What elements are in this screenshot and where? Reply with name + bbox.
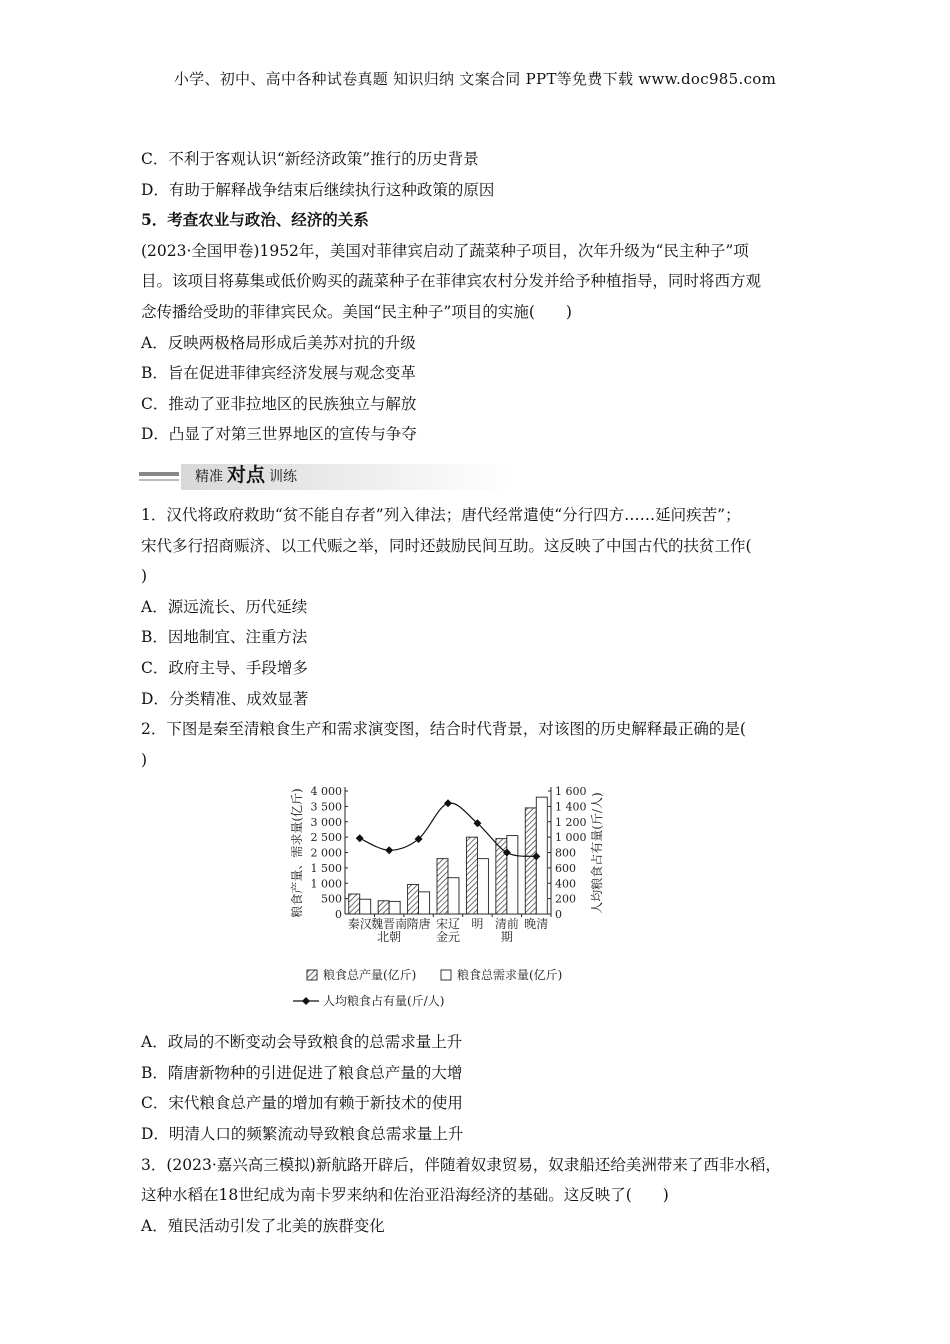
- bar-demand: [360, 900, 371, 915]
- y-tick-label-left: 3 500: [310, 800, 342, 814]
- x-tick-label: 宋辽: [435, 917, 461, 932]
- banner-post: 训练: [269, 468, 298, 485]
- bar-demand: [477, 859, 488, 914]
- q1-option-a: A．源远流长、历代延续: [141, 597, 308, 616]
- option-d-prev: D．有助于解释战争结束后继续执行这种政策的原因: [141, 180, 495, 199]
- page-header: 小学、初中、高中各种试卷真题 知识归纳 文案合同 PPT等免费下载 www.doc985.com: [173, 70, 777, 88]
- section-5-option-d: D．凸显了对第三世界地区的宣传与争夺: [141, 425, 417, 444]
- x-tick-label: 明: [471, 917, 484, 932]
- x-tick-label: 隋唐: [406, 917, 431, 932]
- bar-production: [466, 837, 477, 914]
- bar-demand: [507, 836, 518, 914]
- banner-bar: [139, 472, 179, 476]
- x-tick-label: 晚清: [524, 917, 549, 932]
- y-tick-label-left: 4 000: [310, 785, 342, 799]
- section-5-stem-line: (2023·全国甲卷)1952年，美国对菲律宾启动了蔬菜种子项目，次年升级为“民主种子”项: [141, 241, 749, 260]
- y-tick-label-left: 2 000: [310, 846, 342, 860]
- q1-option-c: C．政府主导、手段增多: [141, 658, 308, 677]
- legend-label-demand: 粮食总需求量(亿斤): [457, 968, 563, 983]
- y-axis-label-right: 人均粮食占有量(斤/人): [590, 792, 604, 914]
- y-tick-label-right: 800: [555, 846, 576, 860]
- q2-stem-line: ): [141, 750, 148, 769]
- legend-swatch-production: [307, 970, 317, 980]
- y-tick-label-right: 1 200: [555, 816, 587, 830]
- section-banner: [139, 452, 519, 496]
- q2-option-c: C．宋代粮食总产量的增加有赖于新技术的使用: [141, 1094, 463, 1113]
- banner-title: [195, 460, 297, 492]
- y-tick-label-right: 1 400: [555, 800, 587, 814]
- y-tick-label-left: 1 500: [310, 862, 342, 876]
- bar-production: [437, 859, 448, 914]
- grain-chart-svg: [283, 781, 613, 1021]
- q1-stem-line: ): [141, 567, 148, 586]
- per-capita-marker: [385, 846, 393, 854]
- section-5-option-c: C．推动了亚非拉地区的民族独立与解放: [141, 394, 417, 413]
- legend-label-production: 粮食总产量(亿斤): [323, 968, 417, 983]
- q2-option-a: A．政局的不断变动会导致粮食的总需求量上升: [141, 1033, 463, 1052]
- y-tick-label-left: 3 000: [310, 816, 342, 830]
- y-tick-label-left: 1 000: [310, 877, 342, 891]
- y-tick-label-left: 0: [335, 908, 342, 922]
- banner-pre: 精准: [195, 468, 223, 485]
- y-tick-label-right: 0: [555, 908, 562, 922]
- bar-production: [408, 885, 419, 915]
- q2-stem-line: 2．下图是秦至清粮食生产和需求演变图，结合时代背景，对该图的历史解释最正确的是(: [141, 720, 746, 739]
- section-5-stem-line: 目。该项目将募集或低价购买的蔬菜种子在菲律宾农村分发并给予种植指导，同时将西方观: [141, 272, 762, 291]
- x-tick-label: 魏晋南: [371, 917, 408, 932]
- bar-demand: [448, 878, 459, 914]
- x-tick-label: 北朝: [377, 930, 402, 945]
- x-tick-label: 清前: [494, 917, 519, 932]
- q1-stem-line: 1．汉代将政府救助“贫不能自存者”列入律法；唐代经常遣使“分行四方……延问疾苦”；: [141, 505, 741, 524]
- q1-option-b: B．因地制宜、注重方法: [141, 628, 308, 647]
- bar-demand: [419, 892, 430, 914]
- q2-option-d: D．明清人口的频繁流动导致粮食总需求量上升: [141, 1125, 464, 1144]
- section-5-title: 5．考查农业与政治、经济的关系: [141, 210, 369, 230]
- per-capita-marker: [356, 835, 364, 843]
- y-tick-label-right: 200: [555, 892, 576, 906]
- q1-stem-line: 宋代多行招商赈济、以工代赈之举，同时还鼓励民间互助。这反映了中国古代的扶贫工作(: [141, 536, 752, 555]
- document-body: [141, 144, 821, 1241]
- y-axis-label-left: 粮食产量、需求量(亿斤): [290, 788, 304, 918]
- x-tick-label: 金元: [435, 930, 461, 945]
- y-tick-label-right: 1 000: [555, 831, 587, 845]
- banner-big: 对点: [227, 463, 266, 486]
- x-tick-label: 秦汉: [347, 917, 372, 932]
- q3-option-a: A．殖民活动引发了北美的族群变化: [141, 1216, 385, 1235]
- bar-production: [349, 894, 360, 914]
- q1-option-d: D．分类精准、成效显著: [141, 689, 309, 708]
- y-tick-label-right: 600: [555, 862, 576, 876]
- legend-swatch-demand: [441, 970, 451, 980]
- bar-production: [496, 839, 507, 914]
- bar-demand: [389, 902, 400, 915]
- y-tick-label-right: 400: [555, 877, 576, 891]
- q2-option-b: B．隋唐新物种的引进促进了粮食总产量的大增: [141, 1063, 463, 1082]
- section-5-option-a: A．反映两极格局形成后美苏对抗的升级: [141, 333, 416, 352]
- option-c-prev: C．不利于客观认识“新经济政策”推行的历史背景: [141, 150, 479, 168]
- y-tick-label-left: 500: [321, 892, 342, 906]
- q3-stem-line: 3．(2023·嘉兴高三模拟)新航路开辟后，伴随着奴隶贸易，奴隶船还给美洲带来了西非水稻，: [141, 1155, 781, 1174]
- bar-production: [378, 901, 389, 914]
- grain-chart: [283, 781, 613, 1021]
- bar-production: [525, 808, 536, 914]
- legend-label-per-capita: 人均粮食占有量(斤/人): [323, 994, 445, 1009]
- section-5-option-b: B．旨在促进菲律宾经济发展与观念变革: [141, 364, 416, 383]
- legend-marker-per-capita: [302, 997, 310, 1005]
- section-5-stem-line: 念传播给受助的菲律宾民众。美国“民主种子”项目的实施( ): [141, 302, 572, 321]
- banner-bar: [139, 479, 179, 481]
- q3-stem-line: 这种水稻在18世纪成为南卡罗来纳和佐治亚沿海经济的基础。这反映了( ): [141, 1186, 669, 1205]
- y-tick-label-left: 2 500: [310, 831, 342, 845]
- per-capita-marker: [444, 800, 452, 808]
- y-tick-label-right: 1 600: [555, 785, 587, 799]
- x-tick-label: 期: [500, 930, 513, 945]
